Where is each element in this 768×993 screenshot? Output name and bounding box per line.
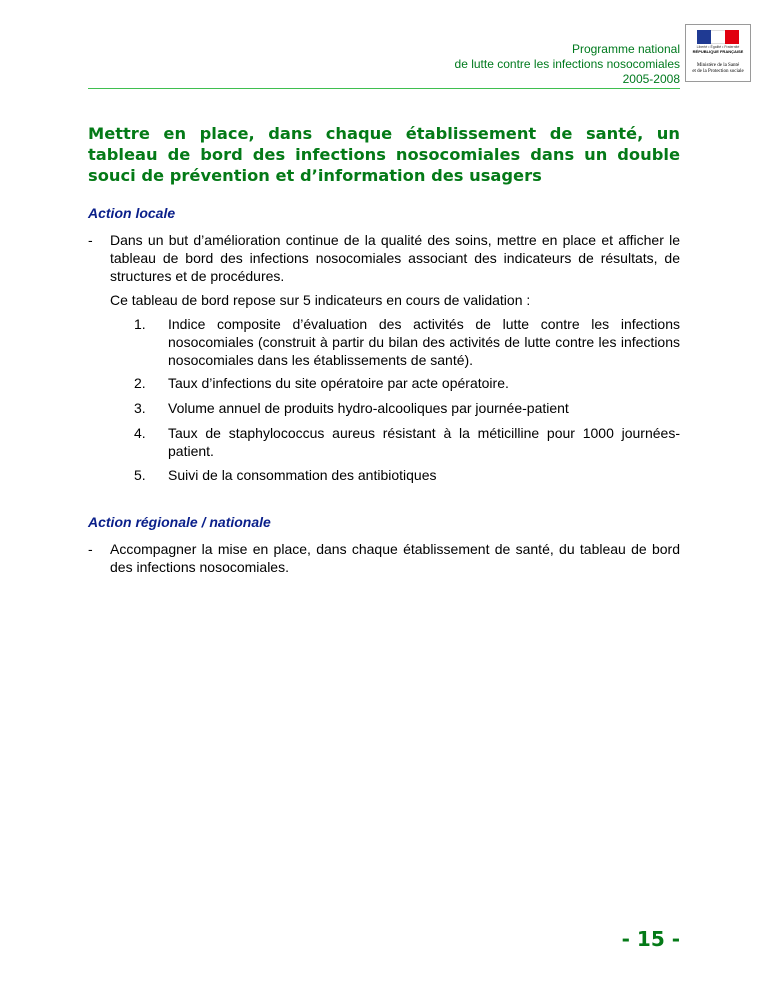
page-number: - 15 - — [621, 927, 680, 951]
logo-motto: Liberté • Égalité • Fraternité — [696, 45, 740, 49]
list-item-number: 5. — [134, 467, 146, 483]
running-header — [455, 42, 680, 87]
list-item — [110, 399, 680, 417]
list-item-text: Suivi de la consommation des antibiotiques — [168, 467, 437, 483]
list-item — [110, 424, 680, 460]
bullet-dash: - — [88, 541, 93, 557]
bullet-dash: - — [88, 232, 93, 248]
bullet-regional-text: Accompagner la mise en place, dans chaque établissement de santé, du tableau de bord des infections nosocomiales. — [110, 541, 680, 575]
section-heading-regional: Action régionale / nationale — [88, 514, 271, 530]
list-item — [110, 466, 680, 484]
list-item-number: 1. — [134, 316, 146, 332]
bullet-local-text: Dans un but d’amélioration continue de la qualité des soins, mettre en place et afficher le tableau de bord des infections nosocomiales associant des indicateurs de résultats, de structures et de procédures. — [110, 232, 680, 284]
list-item-number: 2. — [134, 375, 146, 391]
section-heading-local: Action locale — [88, 205, 176, 221]
list-item-text: Indice composite d’évaluation des activités de lutte contre les infections nosocomiales (construit à partir du bilan des activités de lutte contre les infections nosocomiales dans les établissements de santé). — [168, 316, 680, 368]
logo-republic: RÉPUBLIQUE FRANÇAISE — [692, 49, 744, 54]
list-item-text: Volume annuel de produits hydro-alcooliques par journée-patient — [168, 400, 569, 416]
list-item — [110, 374, 680, 392]
marianne-flag-icon — [697, 30, 739, 44]
list-item-number: 3. — [134, 400, 146, 416]
header-years: 2005-2008 — [622, 72, 680, 86]
header-subtitle: de lutte contre les infections nosocomiales — [454, 57, 680, 71]
header-program: Programme national — [571, 42, 680, 56]
page-title: Mettre en place, dans chaque établissement de santé, un tableau de bord des infections nosocomiales dans un double souci de prévention et d’information des usagers — [88, 124, 680, 185]
header-divider — [88, 88, 680, 89]
list-item — [110, 315, 680, 369]
list-item-text: Taux de staphylococcus aureus résistant à la méticilline pour 1000 journées-patient. — [168, 425, 680, 459]
ministry-logo — [685, 24, 751, 82]
bullet-regional — [88, 540, 680, 576]
bullet-local — [88, 231, 680, 285]
list-item-text: Taux d’infections du site opératoire par acte opératoire. — [168, 375, 509, 391]
indicators-intro: Ce tableau de bord repose sur 5 indicateurs en cours de validation : — [110, 292, 531, 308]
list-item-number: 4. — [134, 425, 146, 441]
logo-ministry: Ministère de la Santé et de la Protection sociale — [692, 63, 744, 74]
